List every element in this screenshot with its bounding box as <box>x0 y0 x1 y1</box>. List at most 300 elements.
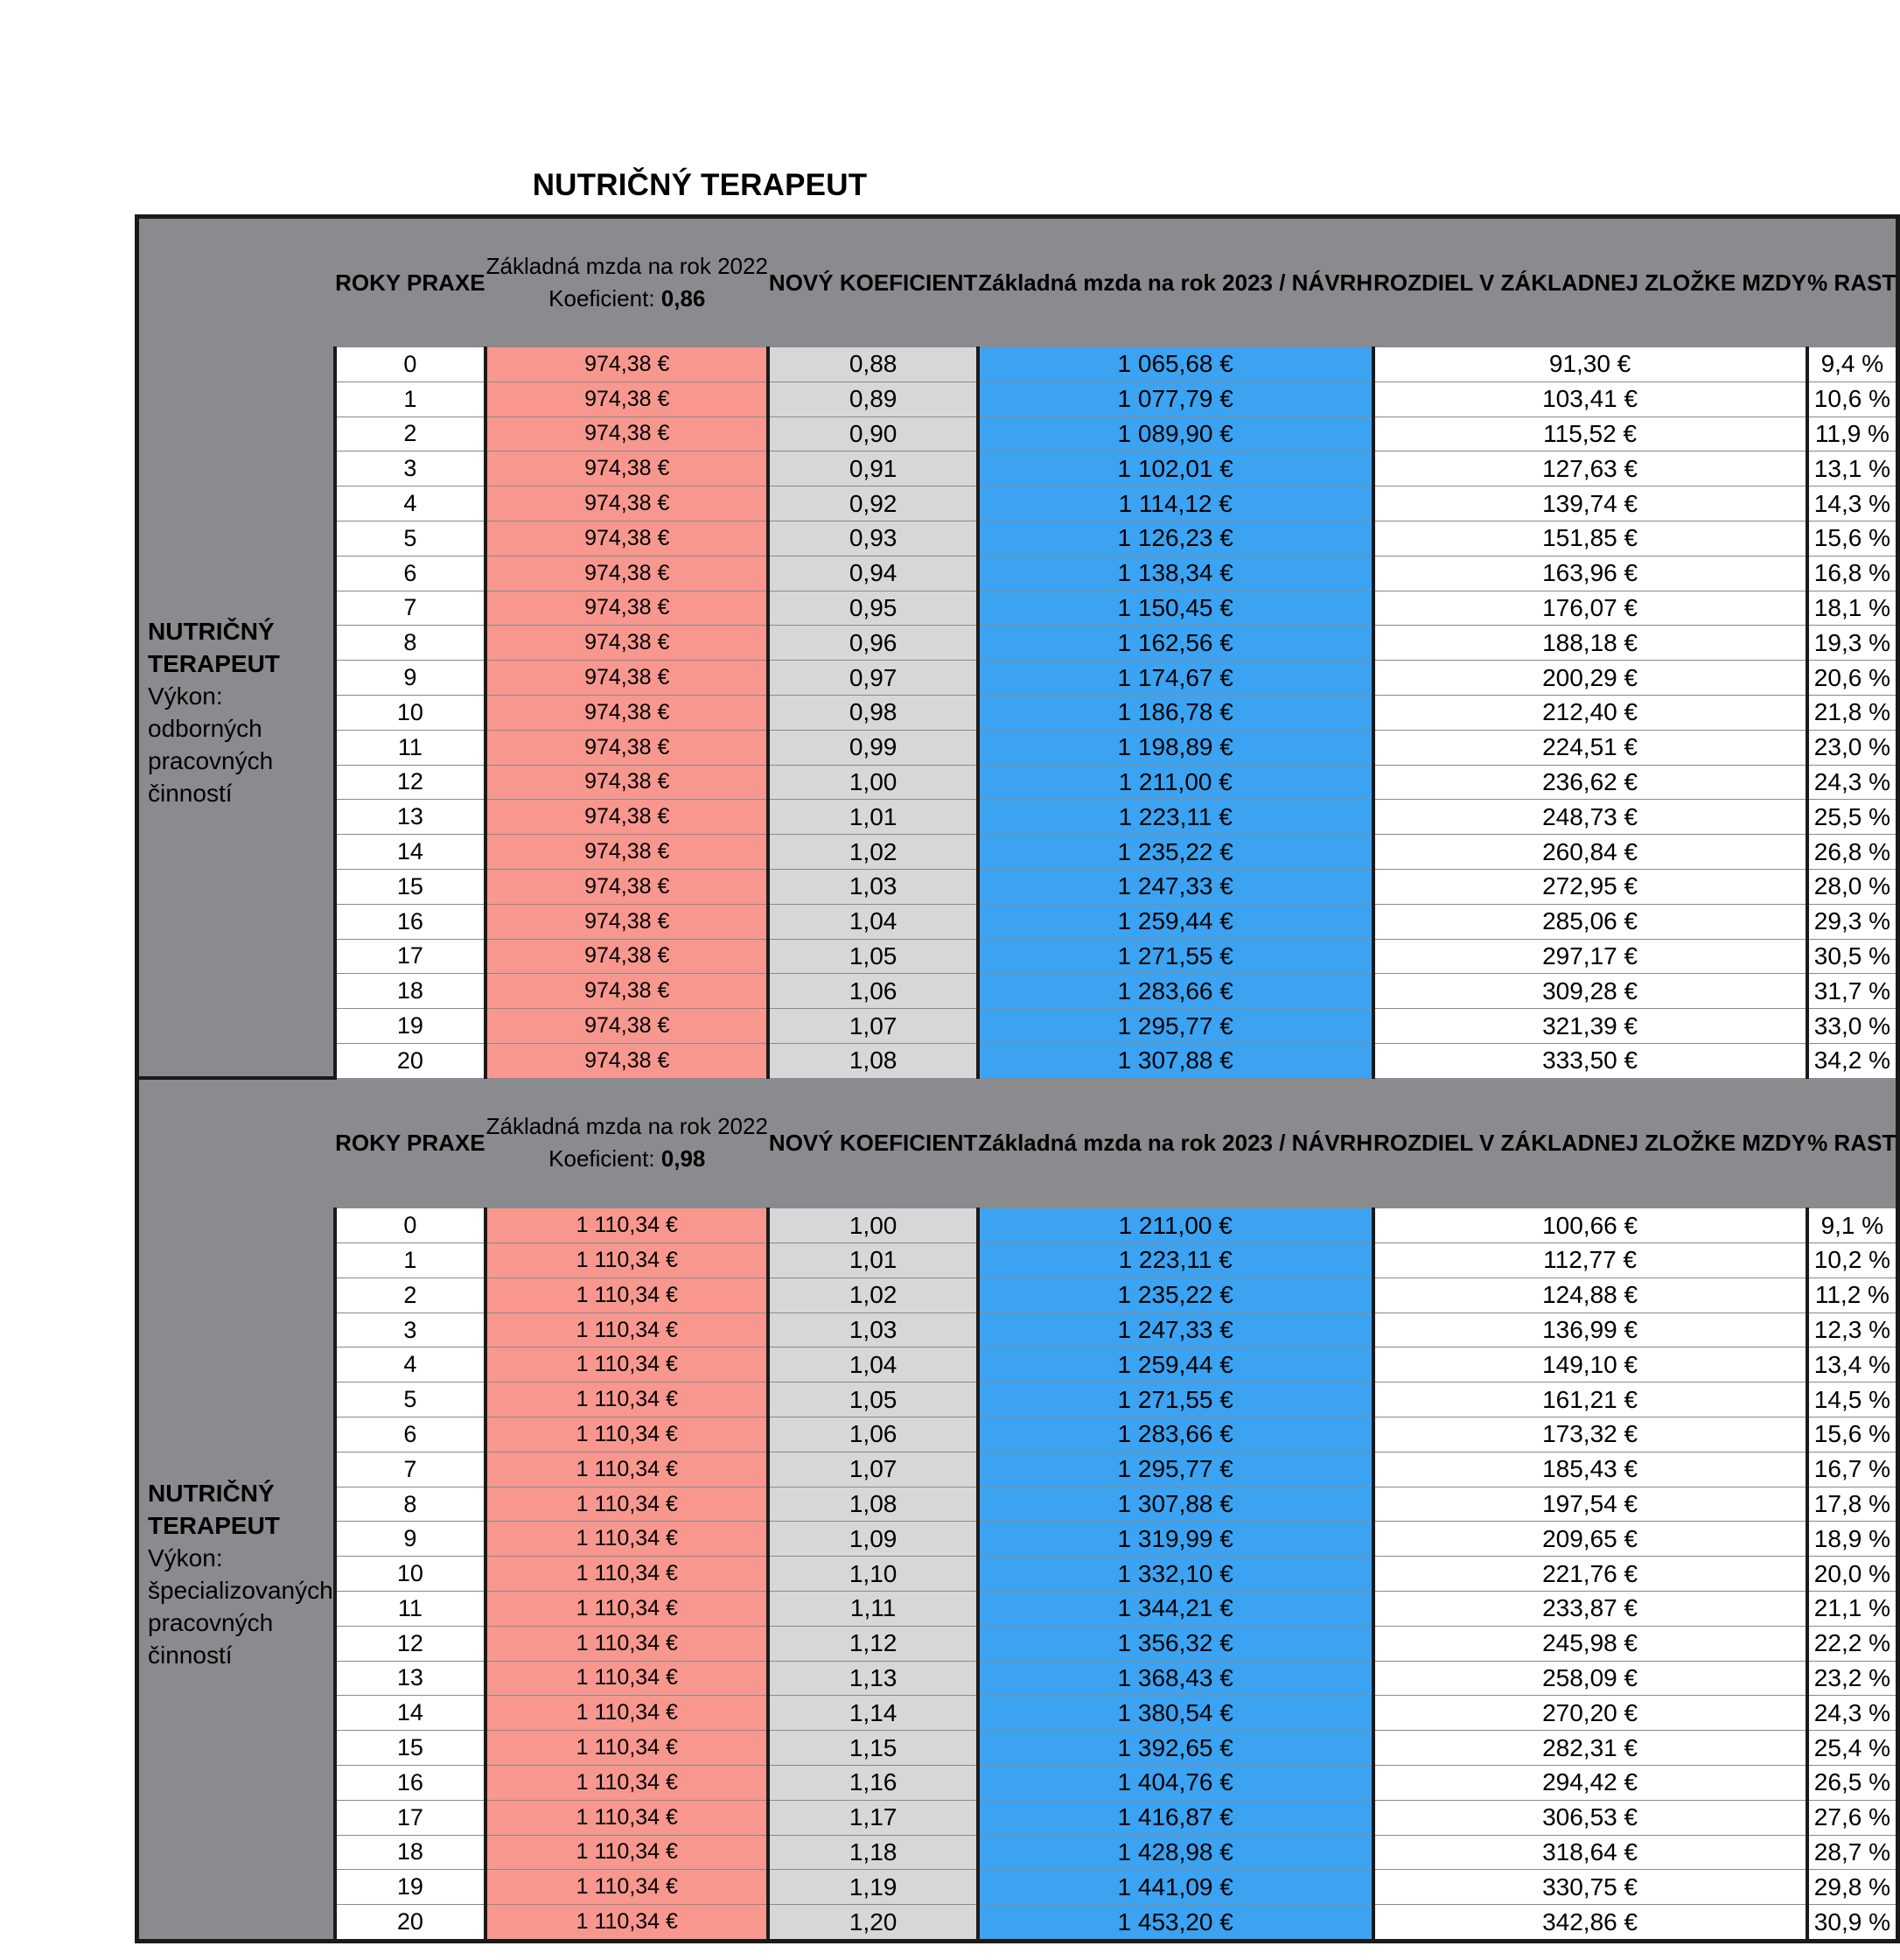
header-coefficient-value: 0,86 <box>660 285 706 312</box>
coefficient-cell: 0,88 <box>768 347 977 382</box>
base-salary-cell: 1 110,34 € <box>485 1452 768 1487</box>
growth-cell: 23,2 % <box>1807 1661 1898 1696</box>
difference-cell: 294,42 € <box>1373 1765 1807 1800</box>
base-salary-cell: 974,38 € <box>485 904 768 939</box>
years-cell: 10 <box>335 695 485 730</box>
base-salary-cell: 974,38 € <box>485 1043 768 1078</box>
table-row <box>137 1696 1898 1731</box>
table-row <box>137 1009 1898 1044</box>
growth-cell: 19,3 % <box>1807 626 1898 661</box>
base-salary-cell: 974,38 € <box>485 416 768 452</box>
new-salary-cell: 1 380,54 € <box>978 1696 1373 1731</box>
years-cell: 14 <box>335 835 485 870</box>
new-salary-cell: 1 211,00 € <box>978 1208 1373 1243</box>
new-salary-cell: 1 271,55 € <box>978 1382 1373 1418</box>
difference-cell: 285,06 € <box>1373 904 1807 939</box>
header-coefficient-label: Koeficient: <box>548 1145 661 1172</box>
growth-cell: 21,1 % <box>1807 1592 1898 1627</box>
base-salary-cell: 1 110,34 € <box>485 1661 768 1696</box>
base-salary-cell: 1 110,34 € <box>485 1208 768 1243</box>
difference-cell: 149,10 € <box>1373 1348 1807 1382</box>
base-salary-cell: 974,38 € <box>485 661 768 696</box>
years-cell: 6 <box>335 556 485 591</box>
growth-cell: 9,1 % <box>1807 1208 1898 1243</box>
years-cell: 8 <box>335 626 485 661</box>
new-salary-cell: 1 283,66 € <box>978 1418 1373 1452</box>
header-empty-cell <box>137 217 335 347</box>
growth-cell: 26,8 % <box>1807 835 1898 870</box>
growth-cell: 29,3 % <box>1807 904 1898 939</box>
growth-cell: 13,4 % <box>1807 1348 1898 1382</box>
growth-cell: 21,8 % <box>1807 695 1898 730</box>
coefficient-cell: 0,90 <box>768 416 977 452</box>
coefficient-cell: 1,01 <box>768 1243 977 1278</box>
new-salary-cell: 1 392,65 € <box>978 1731 1373 1766</box>
table-row <box>137 730 1898 765</box>
new-salary-cell: 1 271,55 € <box>978 939 1373 974</box>
difference-cell: 173,32 € <box>1373 1418 1807 1452</box>
header-new-coefficient: NOVÝ KOEFICIENT <box>768 1078 977 1208</box>
category-description: Výkon: špecializovaných pracovných činností <box>148 1544 333 1669</box>
growth-cell: 20,0 % <box>1807 1557 1898 1592</box>
difference-cell: 260,84 € <box>1373 835 1807 870</box>
category-cell <box>137 1208 335 1942</box>
base-salary-cell: 1 110,34 € <box>485 1557 768 1592</box>
new-salary-cell: 1 089,90 € <box>978 416 1373 452</box>
new-salary-cell: 1 114,12 € <box>978 486 1373 522</box>
coefficient-cell: 1,19 <box>768 1870 977 1905</box>
growth-cell: 15,6 % <box>1807 521 1898 556</box>
growth-cell: 16,8 % <box>1807 556 1898 591</box>
table-row <box>137 1487 1898 1522</box>
table-row <box>137 626 1898 661</box>
new-salary-cell: 1 065,68 € <box>978 347 1373 382</box>
growth-cell: 11,2 % <box>1807 1278 1898 1312</box>
table-row <box>137 1452 1898 1487</box>
base-salary-cell: 1 110,34 € <box>485 1835 768 1870</box>
years-cell: 0 <box>335 1208 485 1243</box>
category-title: NUTRIČNÝ TERAPEUT <box>148 1479 280 1539</box>
new-salary-cell: 1 174,67 € <box>978 661 1373 696</box>
new-salary-cell: 1 102,01 € <box>978 452 1373 486</box>
growth-cell: 28,0 % <box>1807 869 1898 904</box>
difference-cell: 163,96 € <box>1373 556 1807 591</box>
growth-cell: 11,9 % <box>1807 416 1898 452</box>
years-cell: 17 <box>335 1800 485 1835</box>
years-cell: 15 <box>335 1731 485 1766</box>
difference-cell: 330,75 € <box>1373 1870 1807 1905</box>
coefficient-cell: 1,02 <box>768 1278 977 1312</box>
difference-cell: 197,54 € <box>1373 1487 1807 1522</box>
header-base-salary-2023-proposal: Základná mzda na rok 2023 / NÁVRH <box>978 1078 1373 1208</box>
years-cell: 16 <box>335 1765 485 1800</box>
years-cell: 16 <box>335 904 485 939</box>
table-row <box>137 347 1898 382</box>
base-salary-cell: 1 110,34 € <box>485 1696 768 1731</box>
difference-cell: 297,17 € <box>1373 939 1807 974</box>
header-coefficient-label: Koeficient: <box>548 285 661 312</box>
growth-cell: 28,7 % <box>1807 1835 1898 1870</box>
growth-cell: 15,6 % <box>1807 1418 1898 1452</box>
coefficient-cell: 1,01 <box>768 800 977 835</box>
base-salary-cell: 974,38 € <box>485 591 768 626</box>
new-salary-cell: 1 428,98 € <box>978 1835 1373 1870</box>
table-row <box>137 1592 1898 1627</box>
difference-cell: 224,51 € <box>1373 730 1807 765</box>
coefficient-cell: 1,04 <box>768 1348 977 1382</box>
years-cell: 17 <box>335 939 485 974</box>
growth-cell: 25,4 % <box>1807 1731 1898 1766</box>
base-salary-cell: 974,38 € <box>485 347 768 382</box>
new-salary-cell: 1 295,77 € <box>978 1009 1373 1044</box>
new-salary-cell: 1 344,21 € <box>978 1592 1373 1627</box>
coefficient-cell: 0,92 <box>768 486 977 522</box>
coefficient-cell: 1,02 <box>768 835 977 870</box>
table-row <box>137 1243 1898 1278</box>
table-row <box>137 1661 1898 1696</box>
base-salary-cell: 1 110,34 € <box>485 1243 768 1278</box>
base-salary-cell: 974,38 € <box>485 521 768 556</box>
table-row <box>137 939 1898 974</box>
table-row <box>137 1765 1898 1800</box>
coefficient-cell: 1,06 <box>768 974 977 1009</box>
growth-cell: 22,2 % <box>1807 1626 1898 1661</box>
coefficient-cell: 1,20 <box>768 1905 977 1942</box>
growth-cell: 13,1 % <box>1807 452 1898 486</box>
coefficient-cell: 1,12 <box>768 1626 977 1661</box>
coefficient-cell: 1,17 <box>768 1800 977 1835</box>
table-row <box>137 591 1898 626</box>
difference-cell: 245,98 € <box>1373 1626 1807 1661</box>
difference-cell: 209,65 € <box>1373 1522 1807 1557</box>
difference-cell: 112,77 € <box>1373 1243 1807 1278</box>
growth-cell: 29,8 % <box>1807 1870 1898 1905</box>
header-years-of-practice: ROKY PRAXE <box>335 1078 485 1208</box>
base-salary-cell: 1 110,34 € <box>485 1800 768 1835</box>
years-cell: 4 <box>335 486 485 522</box>
table-section <box>137 1078 1898 1941</box>
difference-cell: 342,86 € <box>1373 1905 1807 1942</box>
years-cell: 18 <box>335 974 485 1009</box>
growth-cell: 24,3 % <box>1807 765 1898 800</box>
years-cell: 9 <box>335 661 485 696</box>
header-difference: ROZDIEL V ZÁKLADNEJ ZLOŽKE MZDY <box>1373 217 1807 347</box>
difference-cell: 136,99 € <box>1373 1312 1807 1348</box>
table-row <box>137 765 1898 800</box>
years-cell: 13 <box>335 1661 485 1696</box>
base-salary-cell: 974,38 € <box>485 730 768 765</box>
base-salary-cell: 974,38 € <box>485 452 768 486</box>
base-salary-cell: 974,38 € <box>485 765 768 800</box>
difference-cell: 161,21 € <box>1373 1382 1807 1418</box>
growth-cell: 27,6 % <box>1807 1800 1898 1835</box>
years-cell: 13 <box>335 800 485 835</box>
years-cell: 2 <box>335 416 485 452</box>
years-cell: 12 <box>335 1626 485 1661</box>
years-cell: 9 <box>335 1522 485 1557</box>
table-row <box>137 1800 1898 1835</box>
years-cell: 5 <box>335 521 485 556</box>
new-salary-cell: 1 247,33 € <box>978 1312 1373 1348</box>
table-row <box>137 1348 1898 1382</box>
years-cell: 3 <box>335 452 485 486</box>
new-salary-cell: 1 332,10 € <box>978 1557 1373 1592</box>
difference-cell: 139,74 € <box>1373 486 1807 522</box>
new-salary-cell: 1 247,33 € <box>978 869 1373 904</box>
new-salary-cell: 1 283,66 € <box>978 974 1373 1009</box>
new-salary-cell: 1 295,77 € <box>978 1452 1373 1487</box>
category-title: NUTRIČNÝ TERAPEUT <box>148 617 280 677</box>
years-cell: 19 <box>335 1009 485 1044</box>
coefficient-cell: 1,11 <box>768 1592 977 1627</box>
coefficient-cell: 1,10 <box>768 1557 977 1592</box>
difference-cell: 309,28 € <box>1373 974 1807 1009</box>
coefficient-cell: 0,89 <box>768 382 977 416</box>
table-row <box>137 695 1898 730</box>
coefficient-cell: 1,18 <box>768 1835 977 1870</box>
base-salary-cell: 974,38 € <box>485 800 768 835</box>
growth-cell: 18,1 % <box>1807 591 1898 626</box>
difference-cell: 233,87 € <box>1373 1592 1807 1627</box>
growth-cell: 14,3 % <box>1807 486 1898 522</box>
table-row <box>137 1043 1898 1078</box>
coefficient-cell: 1,03 <box>768 869 977 904</box>
years-cell: 8 <box>335 1487 485 1522</box>
table-row <box>137 974 1898 1009</box>
difference-cell: 124,88 € <box>1373 1278 1807 1312</box>
table-row <box>137 382 1898 416</box>
base-salary-cell: 974,38 € <box>485 382 768 416</box>
difference-cell: 258,09 € <box>1373 1661 1807 1696</box>
difference-cell: 333,50 € <box>1373 1043 1807 1078</box>
new-salary-cell: 1 223,11 € <box>978 1243 1373 1278</box>
growth-cell: 10,6 % <box>1807 382 1898 416</box>
years-cell: 0 <box>335 347 485 382</box>
difference-cell: 200,29 € <box>1373 661 1807 696</box>
difference-cell: 127,63 € <box>1373 452 1807 486</box>
difference-cell: 318,64 € <box>1373 1835 1807 1870</box>
growth-cell: 25,5 % <box>1807 800 1898 835</box>
coefficient-cell: 1,16 <box>768 1765 977 1800</box>
new-salary-cell: 1 404,76 € <box>978 1765 1373 1800</box>
years-cell: 11 <box>335 1592 485 1627</box>
new-salary-cell: 1 211,00 € <box>978 765 1373 800</box>
coefficient-cell: 1,03 <box>768 1312 977 1348</box>
coefficient-cell: 1,08 <box>768 1487 977 1522</box>
growth-cell: 31,7 % <box>1807 974 1898 1009</box>
growth-cell: 9,4 % <box>1807 347 1898 382</box>
table-row <box>137 1626 1898 1661</box>
header-growth-percent: % RAST <box>1807 217 1898 347</box>
table-row <box>137 556 1898 591</box>
coefficient-cell: 1,07 <box>768 1452 977 1487</box>
years-cell: 12 <box>335 765 485 800</box>
new-salary-cell: 1 198,89 € <box>978 730 1373 765</box>
new-salary-cell: 1 235,22 € <box>978 1278 1373 1312</box>
years-cell: 6 <box>335 1418 485 1452</box>
new-salary-cell: 1 453,20 € <box>978 1905 1373 1942</box>
table-row <box>137 1557 1898 1592</box>
new-salary-cell: 1 356,32 € <box>978 1626 1373 1661</box>
new-salary-cell: 1 150,45 € <box>978 591 1373 626</box>
new-salary-cell: 1 077,79 € <box>978 382 1373 416</box>
years-cell: 4 <box>335 1348 485 1382</box>
table-row <box>137 1312 1898 1348</box>
base-salary-cell: 1 110,34 € <box>485 1348 768 1382</box>
new-salary-cell: 1 319,99 € <box>978 1522 1373 1557</box>
difference-cell: 176,07 € <box>1373 591 1807 626</box>
growth-cell: 18,9 % <box>1807 1522 1898 1557</box>
table-section <box>137 217 1898 1079</box>
years-cell: 20 <box>335 1043 485 1078</box>
table-row <box>137 835 1898 870</box>
new-salary-cell: 1 307,88 € <box>978 1043 1373 1078</box>
coefficient-cell: 1,15 <box>768 1731 977 1766</box>
new-salary-cell: 1 307,88 € <box>978 1487 1373 1522</box>
base-salary-cell: 974,38 € <box>485 695 768 730</box>
coefficient-cell: 0,93 <box>768 521 977 556</box>
new-salary-cell: 1 223,11 € <box>978 800 1373 835</box>
growth-cell: 17,8 % <box>1807 1487 1898 1522</box>
new-salary-cell: 1 126,23 € <box>978 521 1373 556</box>
header-coefficient-value: 0,98 <box>660 1145 706 1172</box>
difference-cell: 100,66 € <box>1373 1208 1807 1243</box>
years-cell: 19 <box>335 1870 485 1905</box>
base-salary-cell: 974,38 € <box>485 974 768 1009</box>
header-base-salary-2023-proposal: Základná mzda na rok 2023 / NÁVRH <box>978 217 1373 347</box>
growth-cell: 33,0 % <box>1807 1009 1898 1044</box>
difference-cell: 272,95 € <box>1373 869 1807 904</box>
years-cell: 11 <box>335 730 485 765</box>
years-cell: 1 <box>335 382 485 416</box>
base-salary-cell: 1 110,34 € <box>485 1905 768 1942</box>
document-title: NUTRIČNÝ TERAPEUT <box>532 168 868 202</box>
coefficient-cell: 1,05 <box>768 1382 977 1418</box>
base-salary-cell: 974,38 € <box>485 1009 768 1044</box>
difference-cell: 151,85 € <box>1373 521 1807 556</box>
growth-cell: 30,5 % <box>1807 939 1898 974</box>
years-cell: 14 <box>335 1696 485 1731</box>
base-salary-cell: 1 110,34 € <box>485 1278 768 1312</box>
header-base-salary-label: Základná mzda na rok 2022 <box>485 1113 768 1140</box>
coefficient-cell: 1,13 <box>768 1661 977 1696</box>
base-salary-cell: 974,38 € <box>485 486 768 522</box>
table-row <box>137 1870 1898 1905</box>
years-cell: 10 <box>335 1557 485 1592</box>
difference-cell: 321,39 € <box>1373 1009 1807 1044</box>
difference-cell: 270,20 € <box>1373 1696 1807 1731</box>
table-row <box>137 1835 1898 1870</box>
years-cell: 20 <box>335 1905 485 1942</box>
base-salary-cell: 1 110,34 € <box>485 1312 768 1348</box>
table-header-row <box>137 1078 1898 1208</box>
new-salary-cell: 1 416,87 € <box>978 1800 1373 1835</box>
category-cell <box>137 347 335 1079</box>
new-salary-cell: 1 259,44 € <box>978 1348 1373 1382</box>
growth-cell: 23,0 % <box>1807 730 1898 765</box>
difference-cell: 185,43 € <box>1373 1452 1807 1487</box>
table-header-row <box>137 217 1898 347</box>
difference-cell: 212,40 € <box>1373 695 1807 730</box>
base-salary-cell: 974,38 € <box>485 556 768 591</box>
growth-cell: 30,9 % <box>1807 1905 1898 1942</box>
difference-cell: 103,41 € <box>1373 382 1807 416</box>
years-cell: 7 <box>335 591 485 626</box>
table-row <box>137 416 1898 452</box>
table-row <box>137 869 1898 904</box>
years-cell: 18 <box>335 1835 485 1870</box>
years-cell: 5 <box>335 1382 485 1418</box>
coefficient-cell: 0,94 <box>768 556 977 591</box>
table-row <box>137 1522 1898 1557</box>
coefficient-cell: 1,00 <box>768 765 977 800</box>
table-row <box>137 1278 1898 1312</box>
new-salary-cell: 1 186,78 € <box>978 695 1373 730</box>
table-row <box>137 1731 1898 1766</box>
years-cell: 1 <box>335 1243 485 1278</box>
coefficient-cell: 1,00 <box>768 1208 977 1243</box>
base-salary-cell: 1 110,34 € <box>485 1626 768 1661</box>
growth-cell: 12,3 % <box>1807 1312 1898 1348</box>
header-years-of-practice: ROKY PRAXE <box>335 217 485 347</box>
header-empty-cell <box>137 1078 335 1208</box>
difference-cell: 91,30 € <box>1373 347 1807 382</box>
header-difference: ROZDIEL V ZÁKLADNEJ ZLOŽKE MZDY <box>1373 1078 1807 1208</box>
coefficient-cell: 0,91 <box>768 452 977 486</box>
years-cell: 2 <box>335 1278 485 1312</box>
base-salary-cell: 1 110,34 € <box>485 1487 768 1522</box>
growth-cell: 26,5 % <box>1807 1765 1898 1800</box>
years-cell: 7 <box>335 1452 485 1487</box>
new-salary-cell: 1 138,34 € <box>978 556 1373 591</box>
coefficient-cell: 1,04 <box>768 904 977 939</box>
years-cell: 3 <box>335 1312 485 1348</box>
table-row <box>137 904 1898 939</box>
growth-cell: 10,2 % <box>1807 1243 1898 1278</box>
new-salary-cell: 1 259,44 € <box>978 904 1373 939</box>
salary-table <box>135 214 1900 1943</box>
coefficient-cell: 1,08 <box>768 1043 977 1078</box>
growth-cell: 34,2 % <box>1807 1043 1898 1078</box>
growth-cell: 24,3 % <box>1807 1696 1898 1731</box>
base-salary-cell: 1 110,34 € <box>485 1592 768 1627</box>
header-base-salary-label: Základná mzda na rok 2022 <box>485 253 768 279</box>
table-row <box>137 521 1898 556</box>
new-salary-cell: 1 368,43 € <box>978 1661 1373 1696</box>
base-salary-cell: 1 110,34 € <box>485 1765 768 1800</box>
base-salary-cell: 1 110,34 € <box>485 1731 768 1766</box>
table-row <box>137 486 1898 522</box>
coefficient-cell: 1,14 <box>768 1696 977 1731</box>
coefficient-cell: 0,96 <box>768 626 977 661</box>
base-salary-cell: 1 110,34 € <box>485 1870 768 1905</box>
base-salary-cell: 974,38 € <box>485 939 768 974</box>
coefficient-cell: 0,98 <box>768 695 977 730</box>
years-cell: 15 <box>335 869 485 904</box>
header-base-salary-2022 <box>485 217 768 347</box>
difference-cell: 236,62 € <box>1373 765 1807 800</box>
coefficient-cell: 1,07 <box>768 1009 977 1044</box>
coefficient-cell: 0,97 <box>768 661 977 696</box>
table-row <box>137 1208 1898 1243</box>
difference-cell: 248,73 € <box>1373 800 1807 835</box>
new-salary-cell: 1 162,56 € <box>978 626 1373 661</box>
difference-cell: 306,53 € <box>1373 1800 1807 1835</box>
base-salary-cell: 1 110,34 € <box>485 1382 768 1418</box>
table-row <box>137 661 1898 696</box>
growth-cell: 20,6 % <box>1807 661 1898 696</box>
coefficient-cell: 1,09 <box>768 1522 977 1557</box>
